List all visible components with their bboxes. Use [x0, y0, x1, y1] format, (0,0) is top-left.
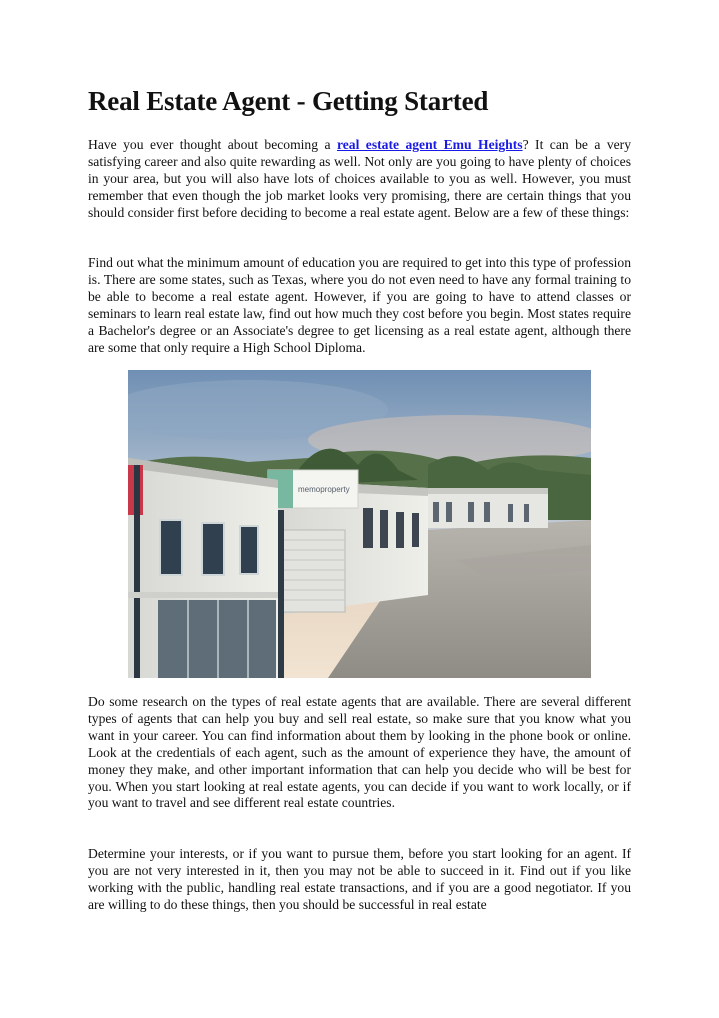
paragraph-education: Find out what the minimum amount of education you are required to get into this type of profession is. There are some states, such as Texas, where you do not even need to have any formal training to be able to become a real estate agent. However, if you are going to have to attend classes or seminars to learn real estate law, find out how much they cost before you begin. Most states require a Bachelor's degree or an Associate's degree to get licensing as a real estate agent, although there are some that only require a High School Diploma.: [88, 255, 631, 355]
paragraph-interests: Determine your interests, or if you want to pursue them, before you start looking for an agent. If you are not very interested in it, then you may not be able to succeed in it. Find out if you like working with the public, handling real estate transactions, and if you are a good negotiator. If you are willing to do these things, then you should be successful in real estate: [88, 846, 631, 912]
paragraph-intro-text-end: ? It can be a very satisfying career and also quite rewarding as well. Not only are you going to have plenty of choices in your area, but you will also have lots of choices available to you as well. However, you must remember that even though the job market looks very promising, there are certain things that you should consider first before deciding to become a real estate agent. Below are a few of these things:: [88, 137, 631, 220]
real-estate-agent-link[interactable]: real estate agent Emu Heights: [336, 137, 523, 152]
paragraph-research-agents: Do some research on the types of real estate agents that are available. There are several different types of agents that can help you buy and sell real estate, so make sure that you know what you want in your career. You can find information about them by looking in the phone book or online. Look at the credentials of each agent, such as the amount of experience they have, the amount of money they make, and other important information that can help you decide who will be best for you. When you start looking at real estate agents, you can decide if you want to work locally, or if you want to travel and see different real estate countries.: [88, 694, 631, 811]
sign-text: memoproperty: [298, 485, 350, 494]
paragraph-intro-text-start: Have you ever thought about becoming a: [88, 137, 337, 152]
commercial-building-photo: [128, 370, 591, 678]
paragraph-intro: [88, 137, 631, 222]
page-title: Real Estate Agent - Getting Started: [88, 86, 489, 116]
